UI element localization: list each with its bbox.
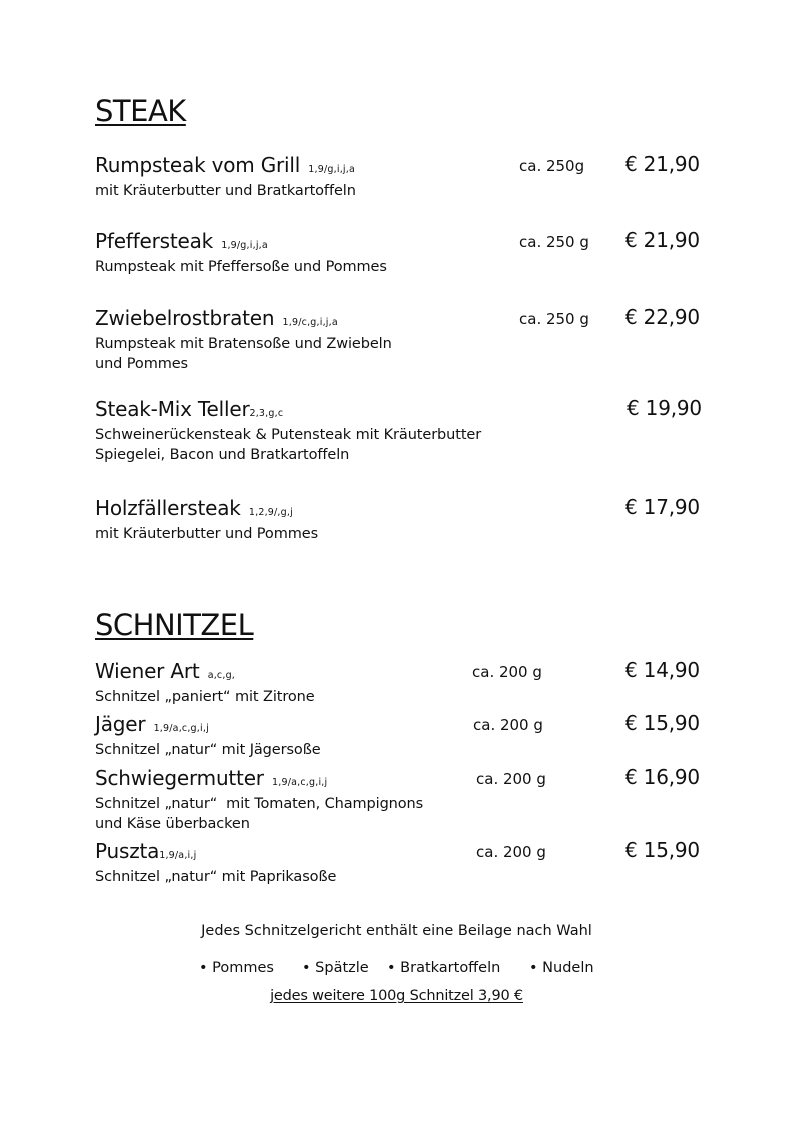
item-description: mit Kräuterbutter und Pommes [95,526,319,542]
menu-item-puszta [95,839,735,888]
item-weight: ca. 200 g [473,716,543,734]
item-weight: ca. 200 g [476,843,546,861]
item-weight: ca. 250 g [519,233,589,251]
menu-item-holzfaellersteak [95,496,735,545]
item-price: € 15,90 [625,711,700,735]
item-price: € 19,90 [627,396,702,420]
item-name: Holzfällersteak [95,496,241,520]
item-description-line-2: und Käse überbacken [95,815,250,832]
item-description: Schnitzel „natur“ mit Paprikasoße [95,869,337,885]
item-name: Pfeffersteak [95,229,214,253]
item-description: Schnitzel „natur“ mit Tomaten, Champignons [95,796,424,812]
section-title-steak: STEAK [95,94,186,128]
side-option-pommes: • Pommes [199,960,274,976]
item-allergens: 1,9/a,i,j [159,850,197,861]
menu-item-wiener-art [95,659,735,708]
item-price: € 14,90 [625,658,700,682]
item-allergens: 1,9/c,g,i,j,a [282,317,338,328]
menu-item-schwiegermutter [95,766,735,834]
item-name: Steak-Mix Teller [95,397,250,421]
side-option-spaetzle: • Spätzle [302,960,369,976]
section-title-schnitzel: SCHNITZEL [95,608,254,642]
item-weight: ca. 200 g [472,663,542,681]
menu-item-pfeffersteak [95,229,735,278]
item-allergens: 2,3,g,c [249,408,284,419]
menu-item-zwiebelrostbraten [95,306,735,374]
item-weight: ca. 250 g [519,310,589,328]
item-name: Zwiebelrostbraten [95,306,275,330]
item-allergens: 1,9/g,i,j,a [221,240,268,251]
side-option-bratkartoffeln: • Bratkartoffeln [387,960,501,976]
item-name: Puszta [95,839,160,863]
item-price: € 16,90 [625,765,700,789]
item-description: Schnitzel „natur“ mit Jägersoße [95,742,321,758]
menu-item-rumpsteak [95,153,735,202]
item-weight: ca. 250g [519,157,585,175]
item-description: Schnitzel „paniert“ mit Zitrone [95,689,315,705]
item-description: Rumpsteak mit Pfeffersoße und Pommes [95,259,387,275]
item-description-line-2: Spiegelei, Bacon und Bratkartoffeln [95,446,350,463]
item-name: Wiener Art [95,659,200,683]
item-allergens: 1,2,9/,g,j [248,507,293,518]
item-allergens: 1,9/a,c,g,i,j [272,777,328,788]
item-price: € 17,90 [625,495,700,519]
item-price: € 21,90 [625,228,700,252]
item-description: mit Kräuterbutter und Bratkartoffeln [95,183,356,199]
side-option-nudeln: • Nudeln [529,960,594,976]
item-description: Rumpsteak mit Bratensoße und Zwiebeln [95,336,392,352]
side-dish-note: Jedes Schnitzelgericht enthält eine Beilage nach Wahl [201,923,592,939]
item-description-line-2: und Pommes [95,355,189,372]
item-price: € 22,90 [625,305,700,329]
item-allergens: a,c,g, [207,670,236,681]
extra-schnitzel-price: jedes weitere 100g Schnitzel 3,90 € [270,988,523,1004]
menu-item-steak-mix-teller [95,397,735,465]
item-weight: ca. 200 g [476,770,546,788]
item-description: Schweinerückensteak & Putensteak mit Kräuterbutter [95,427,482,443]
item-price: € 21,90 [625,152,700,176]
item-name: Jäger [95,712,146,736]
item-name: Schwiegermutter [95,766,264,790]
item-name: Rumpsteak vom Grill [95,153,301,177]
menu-item-jaeger [95,712,735,761]
item-allergens: 1,9/g,i,j,a [308,164,355,175]
item-price: € 15,90 [625,838,700,862]
item-allergens: 1,9/a,c,g,i,j [153,723,209,734]
